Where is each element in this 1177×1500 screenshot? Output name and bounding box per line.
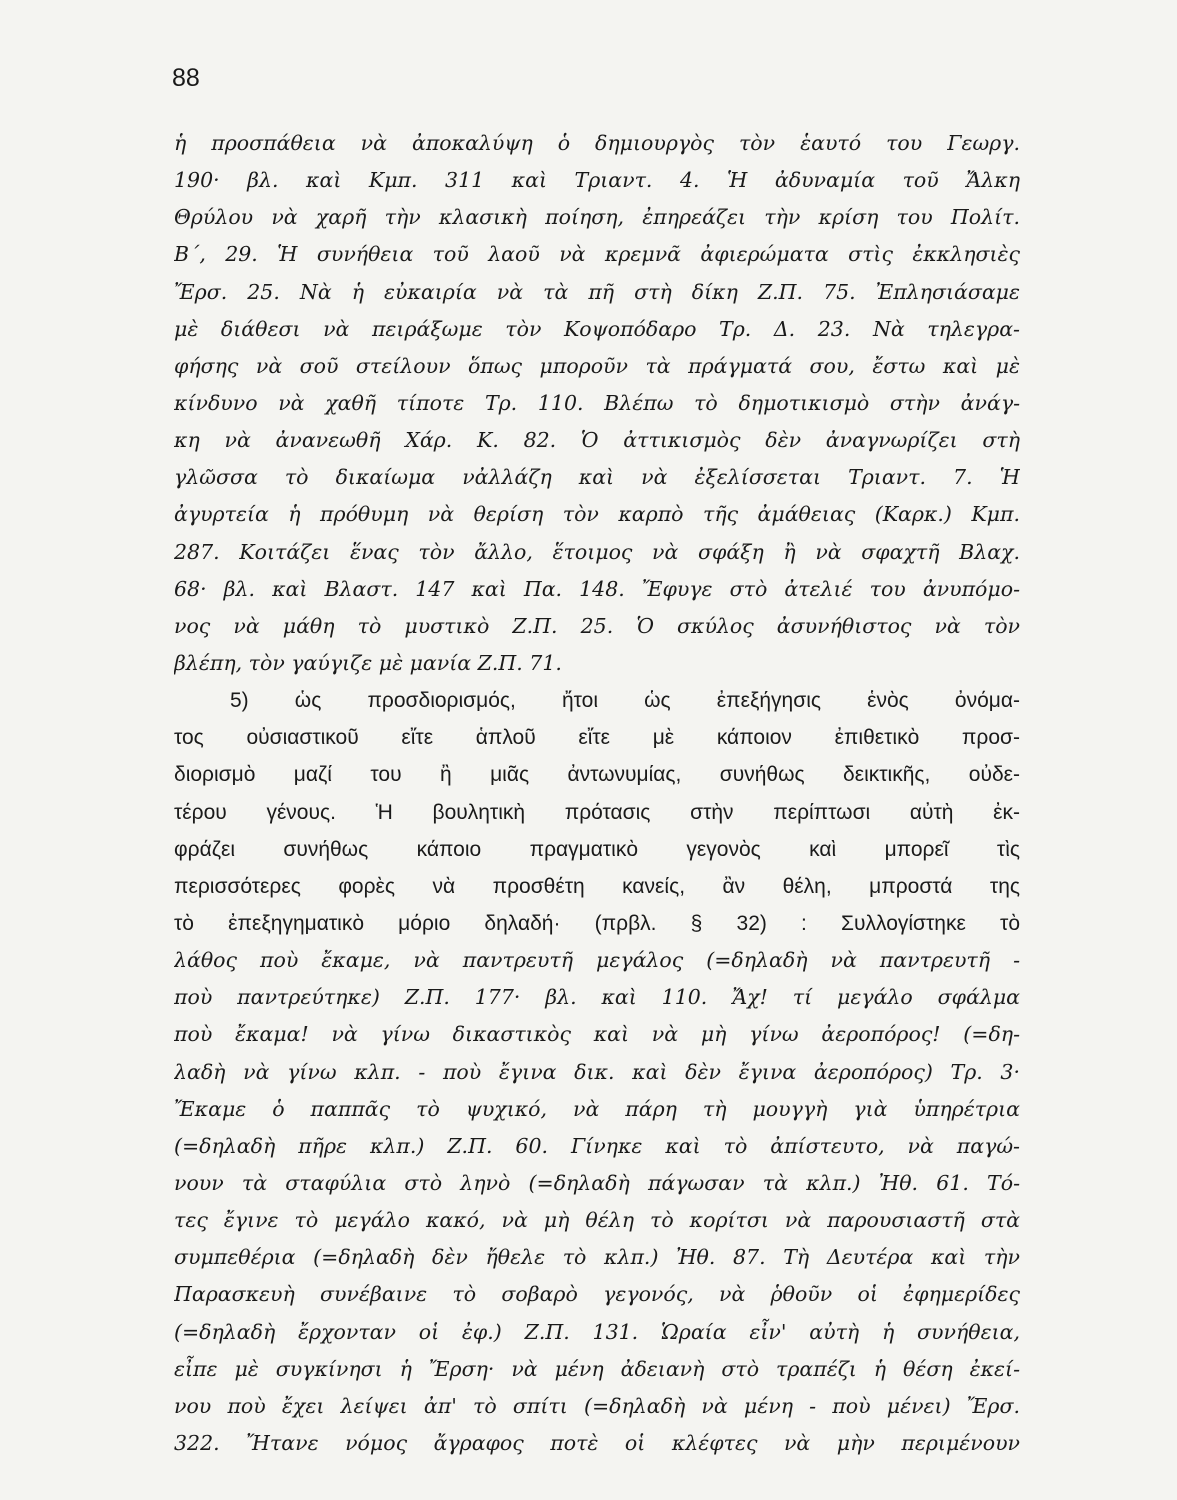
text-line: νος νὰ μάθη τὸ μυστικὸ Ζ.Π. 25. Ὁ σκύλος ἀσυνήθιστος νὰ τὸν [174,613,1020,638]
text-line: 322. Ἤτανε νόμος ἄγραφος ποτὲ οἱ κλέφτες νὰ μὴν περιμένουν [174,1430,1020,1455]
text-line: εἶπε μὲ συγκίνησι ἡ Ἔρση· νὰ μένη ἀδειανὴ στὸ τραπέζι ἡ θέση ἐκεί- [174,1356,1020,1381]
text-line: Ἔκαμε ὁ παππᾶς τὸ ψυχικό, νὰ πάρη τὴ μουγγὴ γιὰ ὑπηρέτρια [174,1096,1020,1121]
text-line: ποὺ παντρεύτηκε) Ζ.Π. 177· βλ. καὶ 110. Ἄχ! τί μεγάλο σφάλμα [174,985,1020,1010]
text-line: Ἔρσ. 25. Νὰ ἡ εὐκαιρία νὰ τὰ πῆ στὴ δίκη Ζ.Π. 75. Ἐπλησιάσαμε [174,279,1020,304]
text-line: τέρου γένους. Ἡ βουλητικὴ πρότασις στὴν περίπτωσι αὐτὴ ἐκ- [174,800,1020,824]
text-line: τὸ ἐπεξηγηματικὸ μόριο δηλαδή· (πρβλ. § 32) : Συλλογίστηκε τὸ [174,911,1020,935]
text-line: τες ἔγινε τὸ μεγάλο κακό, νὰ μὴ θέλη τὸ κορίτσι νὰ παρουσιαστῆ στὰ [174,1208,1020,1233]
text-line: ἀγυρτεία ἡ πρόθυμη νὰ θερίση τὸν καρπὸ τῆς ἀμάθειας (Καρκ.) Κμπ. [174,502,1020,527]
text-line: τος οὐσιαστικοῦ εἴτε ἁπλοῦ εἴτε μὲ κάποιον ἐπιθετικὸ προσ- [174,726,1020,750]
text-line: 68· βλ. καὶ Βλαστ. 147 καὶ Πα. 148. Ἔφυγε στὸ ἀτελιέ του ἀνυπόμο- [174,576,1020,601]
text-line: περισσότερες φορὲς νὰ προσθέτη κανείς, ἂν θέλη, μπροστά της [174,874,1020,898]
text-line: γλῶσσα τὸ δικαίωμα νἀλλάζη καὶ νὰ ἐξελίσσεται Τριαντ. 7. Ἡ [174,465,1020,490]
text-line: κίνδυνο νὰ χαθῆ τίποτε Τρ. 110. Βλέπω τὸ δημοτικισμὸ στὴν ἀνάγ- [174,390,1020,415]
text-line: Β΄, 29. Ἡ συνήθεια τοῦ λαοῦ νὰ κρεμνᾶ ἀφιερώματα στὶς ἐκκλησιὲς [174,242,1020,267]
paragraph-start-line: 5) ὡς προσδιορισμός, ἤτοι ὡς ἐπεξήγησις ἑνὸς ὀνόμα- [230,689,1020,713]
text-line: φήσης νὰ σοῦ στείλουν ὅπως μποροῦν τὰ πράγματά σου, ἔστω καὶ μὲ [174,353,1020,378]
text-line: φράζει συνήθως κάποιο πραγματικὸ γεγονὸς καὶ μπορεῖ τὶς [174,837,1020,861]
text-line: νου ποὺ ἔχει λείψει ἀπ' τὸ σπίτι (=δηλαδὴ νὰ μένη - ποὺ μένει) Ἔρσ. [174,1393,1020,1418]
text-line: 190· βλ. καὶ Κμπ. 311 καὶ Τριαντ. 4. Ἡ ἀδυναμία τοῦ Ἄλκη [174,168,1020,193]
text-line: βλέπη, τὸν γαύγιζε μὲ μανία Ζ.Π. 71. [174,650,562,675]
page-number: 88 [172,64,200,92]
text-line: (=δηλαδὴ ἔρχονταν οἱ ἐφ.) Ζ.Π. 131. Ὡραία εἶν' αὐτὴ ἡ συνήθεια, [174,1319,1020,1344]
text-line: λαδὴ νὰ γίνω κλπ. - ποὺ ἔγινα δικ. καὶ δὲν ἔγινα ἀεροπόρος) Τρ. 3· [174,1059,1020,1084]
text-line: μὲ διάθεσι νὰ πειράξωμε τὸν Κοψοπόδαρο Τρ. Δ. 23. Νὰ τηλεγρα- [174,316,1020,341]
text-line: συμπεθέρια (=δηλαδὴ δὲν ἤθελε τὸ κλπ.) Ἠθ. 87. Τὴ Δευτέρα καὶ τὴν [174,1245,1020,1270]
body-text [174,125,1020,1462]
text-line: νουν τὰ σταφύλια στὸ ληνὸ (=δηλαδὴ πάγωσαν τὰ κλπ.) Ἠθ. 61. Τό- [174,1170,1020,1195]
text-line: Θρύλου νὰ χαρῆ τὴν κλασικὴ ποίηση, ἐπηρεάζει τὴν κρίση του Πολίτ. [174,205,1020,230]
text-line: κη νὰ ἀνανεωθῆ Χάρ. Κ. 82. Ὁ ἀττικισμὸς δὲν ἀναγνωρίζει στὴ [174,428,1020,453]
text-line: (=δηλαδὴ πῆρε κλπ.) Ζ.Π. 60. Γίνηκε καὶ τὸ ἀπίστευτο, νὰ παγώ- [174,1133,1020,1158]
text-line: ποὺ ἔκαμα! νὰ γίνω δικαστικὸς καὶ νὰ μὴ γίνω ἀεροπόρος! (=δη- [174,1022,1020,1047]
text-line: Παρασκευὴ συνέβαινε τὸ σοβαρὸ γεγονός, νὰ ῥθοῦν οἱ ἐφημερίδες [174,1282,1020,1307]
text-line: διορισμὸ μαζί του ἢ μιᾶς ἀντωνυμίας, συνήθως δεικτικῆς, οὐδε- [174,763,1020,787]
text-line: λάθος ποὺ ἔκαμε, νὰ παντρευτῆ μεγάλος (=δηλαδὴ νὰ παντρευτῆ - [174,948,1020,973]
text-line: ἡ προσπάθεια νὰ ἀποκαλύψη ὁ δημιουργὸς τὸν ἑαυτό του Γεωργ. [174,131,1020,155]
text-line: 287. Κοιτάζει ἕνας τὸν ἄλλο, ἕτοιμος νὰ σφάξη ἢ νὰ σφαχτῆ Βλαχ. [174,539,1020,564]
